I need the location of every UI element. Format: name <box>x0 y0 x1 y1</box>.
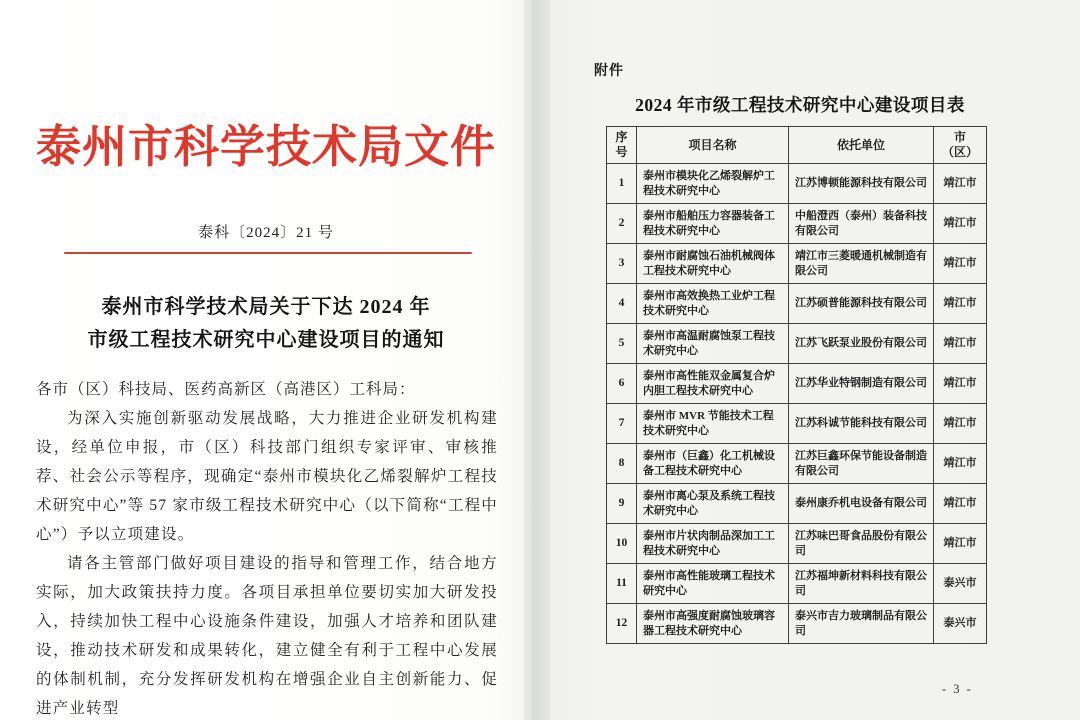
row-number: 11 <box>607 564 637 604</box>
row-number: 12 <box>607 604 637 644</box>
header-district: 市（区） <box>934 127 987 164</box>
project-name: 泰州市高强度耐腐蚀玻璃容器工程技术研究中心 <box>637 604 789 644</box>
district: 靖江市 <box>934 524 987 564</box>
project-name: 泰州市模块化乙烯裂解炉工程技术研究中心 <box>637 164 789 204</box>
row-number: 10 <box>607 524 637 564</box>
project-name: 泰州市高性能双金属复合炉内胆工程技术研究中心 <box>637 364 789 404</box>
table-row <box>607 284 987 324</box>
table-row <box>607 444 987 484</box>
letterhead-title: 泰州市科学技术局文件 <box>35 122 496 172</box>
row-number: 3 <box>607 244 637 284</box>
header-project-name: 项目名称 <box>637 127 789 164</box>
support-unit: 泰州康乔机电设备有限公司 <box>789 484 934 524</box>
header-row-number: 序号 <box>607 127 637 164</box>
table-row <box>607 564 987 604</box>
attachment-label: 附件 <box>594 64 624 79</box>
row-number: 6 <box>607 364 637 404</box>
support-unit: 泰兴市吉力玻璃制品有限公司 <box>789 604 934 644</box>
support-unit: 中船澄西（泰州）装备科技有限公司 <box>789 204 934 244</box>
table-row <box>607 524 987 564</box>
district: 靖江市 <box>934 324 987 364</box>
support-unit: 江苏巨鑫环保节能设备制造有限公司 <box>789 444 934 484</box>
support-unit: 江苏飞跃泵业股份有限公司 <box>789 324 934 364</box>
project-name: 泰州市高效换热工业炉工程技术研究中心 <box>637 284 789 324</box>
table-row <box>607 164 987 204</box>
table-title: 2024 年市级工程技术研究中心建设项目表 <box>635 95 965 115</box>
district: 靖江市 <box>934 444 987 484</box>
row-number: 5 <box>607 324 637 364</box>
body-paragraph-1: 为深入实施创新驱动发展战略，大力推进企业研发机构建设，经单位申报，市（区）科技部门组织专家评审、审核推荐、社会公示等程序，现确定“泰州市模块化乙烯裂解炉工程技术研究中心”等 57 家市级工程技术研究中心（以下简称“工程中心”）予以立项建设。 <box>36 410 498 543</box>
district: 靖江市 <box>934 164 987 204</box>
row-number: 9 <box>607 484 637 524</box>
notice-title-line2: 市级工程技术研究中心建设项目的通知 <box>87 329 445 351</box>
body-paragraph-2: 请各主管部门做好项目建设的指导和管理工作，结合地方实际，加大政策扶持力度。各项目承担单位要切实加大研发投入，持续加快工程中心设施条件建设，加强人才培养和团队建设，推动技术研发和成果转化，建立健全有利于工程中心发展的体制机制，充分发挥研发机构在增强企业自主创新能力、促进产业转型 <box>36 555 498 717</box>
projects-table-header <box>607 127 987 164</box>
support-unit: 江苏福坤新材料科技有限公司 <box>789 564 934 604</box>
row-number: 2 <box>607 204 637 244</box>
table-row <box>607 324 987 364</box>
project-name: 泰州市离心泵及系统工程技术研究中心 <box>637 484 789 524</box>
projects-table-body <box>607 164 987 644</box>
notice-body <box>36 404 498 720</box>
notice-title-line1: 泰州市科学技术局关于下达 2024 年 <box>101 296 431 318</box>
district: 靖江市 <box>934 484 987 524</box>
project-name: 泰州市耐腐蚀石油机械阀体工程技术研究中心 <box>637 244 789 284</box>
row-number: 1 <box>607 164 637 204</box>
support-unit: 江苏味巴哥食品股份有限公司 <box>789 524 934 564</box>
district: 泰兴市 <box>934 604 987 644</box>
project-name: 泰州市（巨鑫）化工机械设备工程技术研究中心 <box>637 444 789 484</box>
header-row <box>607 127 987 164</box>
district: 泰兴市 <box>934 564 987 604</box>
row-number: 4 <box>607 284 637 324</box>
project-name: 泰州市高性能玻璃工程技术研究中心 <box>637 564 789 604</box>
support-unit: 江苏华业特钢制造有限公司 <box>789 364 934 404</box>
document-number: 泰科〔2024〕21 号 <box>198 225 334 241</box>
district: 靖江市 <box>934 404 987 444</box>
row-number: 7 <box>607 404 637 444</box>
table-row <box>607 404 987 444</box>
notice-page <box>0 0 532 720</box>
page-number: - 3 - <box>942 682 973 696</box>
support-unit: 江苏硕普能源科技有限公司 <box>789 284 934 324</box>
support-unit: 靖江市三菱暖通机械制造有限公司 <box>789 244 934 284</box>
notice-title <box>0 291 532 357</box>
projects-table <box>606 126 987 644</box>
table-row <box>607 484 987 524</box>
district: 靖江市 <box>934 284 987 324</box>
table-row <box>607 364 987 404</box>
row-number: 8 <box>607 444 637 484</box>
table-row <box>607 244 987 284</box>
project-name: 泰州市 MVR 节能技术工程技术研究中心 <box>637 404 789 444</box>
attachment-page <box>550 0 1080 720</box>
district: 靖江市 <box>934 204 987 244</box>
support-unit: 江苏博顿能源科技有限公司 <box>789 164 934 204</box>
page-fold-seam <box>524 0 550 720</box>
project-name: 泰州市高温耐腐蚀泵工程技术研究中心 <box>637 324 789 364</box>
district: 靖江市 <box>934 364 987 404</box>
support-unit: 江苏科诚节能科技有限公司 <box>789 404 934 444</box>
district: 靖江市 <box>934 244 987 284</box>
table-row <box>607 204 987 244</box>
table-row <box>607 604 987 644</box>
letterhead-divider <box>64 252 472 254</box>
project-name: 泰州市船舶压力容器装备工程技术研究中心 <box>637 204 789 244</box>
header-support-unit: 依托单位 <box>789 127 934 164</box>
addressee-line: 各市（区）科技局、医药高新区（高港区）工科局： <box>36 381 416 398</box>
project-name: 泰州市片状肉制品深加工工程技术研究中心 <box>637 524 789 564</box>
